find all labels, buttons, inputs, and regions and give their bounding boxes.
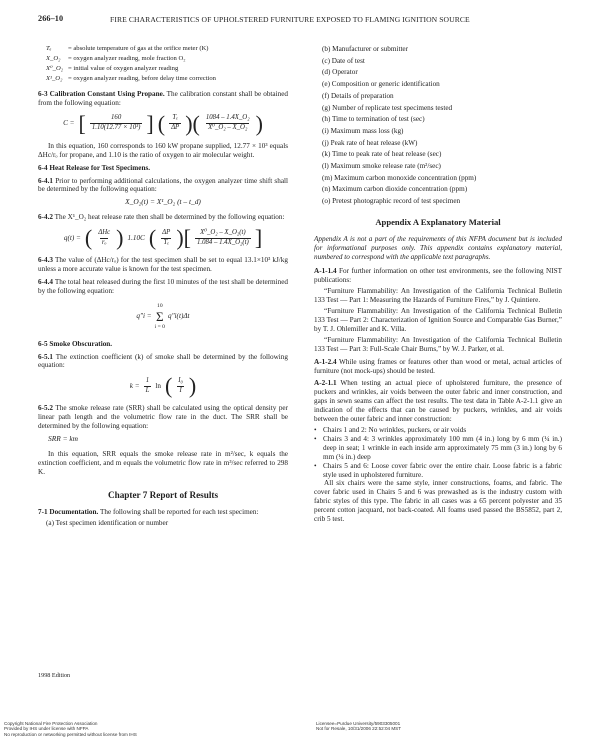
section-7-1: 7-1 Documentation. The following shall be reported for each test specimen: (38, 507, 259, 516)
srr-note: In this equation, SRR equals the smoke release rate in m²/sec, k equals the extinction coefficient, and m equals the volumetric flow rate in m³/sec referred to 298 K. (38, 449, 288, 476)
list-item: (m) Maximum carbon monoxide concentration (ppm) (322, 173, 477, 182)
calibration-note: In this equation, 160 corresponds to 160 kW propane supplied, 12.77 × 10³ equals ΔHc/rₒ for propane, and 1.10 is the ratio of oxygen to air molecular weight. (38, 141, 288, 159)
reference-item: “Furniture Flammability: An Investigation of the California Technical Bulletin 133 Test — Part 3: Full-Scale Chair Burns,” by W. J. Parker, et al. (314, 335, 562, 353)
reference-item: “Furniture Flammability: An Investigation of the California Technical Bulletin 133 Test — Part 2: Characterization of Ignition Source and Comparable Gas Burner,” by T. J. Ohlemiller and K. Villa. (314, 307, 562, 333)
variable-row: X_O₂ = oxygen analyzer reading, mole fraction O₂ (46, 55, 186, 62)
list-item: (g) Number of replicate test specimens tested (322, 103, 453, 112)
calibration-equation: C = [ $\frac{160}{\text{1.10(12.77 × 10³)}}$ ] ( $\frac{\text{Tₑ}}{\Delta P}$ )( $\frac{\text{1084 – 1.4X\_O₂}}{\text{X⁰\_O₂ – X\_O₂}}$ ) (63, 110, 263, 136)
list-item: (h) Time to termination of test (sec) (322, 115, 425, 124)
appendix-note: Appendix A is not a part of the requirements of this NFPA document but is included for informational purposes only. This appendix contains explanatory material, numbered to correspond with the applicable text paragraphs. (314, 234, 562, 261)
right-column (314, 44, 562, 526)
variable-row: Tₑ = absolute temperature of gas at the orifice meter (K) (46, 45, 209, 52)
section-6-4-1: 6-4.1 Prior to performing additional calculations, the oxygen analyzer time shift shall be determined by the following equation: (38, 176, 289, 194)
section-a-2-1-1: A-2-1.1 When testing an actual piece of upholstered furniture, the presence of puckers and wrinkles, air voids between the outer fabric and inner construction, and gaps in sewn seams can affect the test results. The test data in Table A-2-1.1 give an indication of the effects that can be caused by puckers, wrinkles, and air voids between the outer fabric and inner construction: (314, 379, 562, 424)
section-6-4-2: 6-4.2 The X¹_O₂ heat release rate then shall be determined by the following equation: (38, 213, 285, 222)
list-item: (e) Composition or generic identification (322, 80, 440, 89)
section-6-5-heading: 6-5 Smoke Obscuration. (38, 339, 113, 348)
section-6-4-3: 6-4.3 The value of (ΔHc/rₒ) for the test specimen shall be set to equal 13.1×10³ kJ/kg unless a more accurate value is known for the test specimen. (38, 256, 288, 274)
section-6-5-1: 6-5.1 The extinction coefficient (k) of smoke shall be determined by the following equation: (38, 352, 288, 370)
list-item: (n) Maximum carbon dioxide concentration (ppm) (322, 185, 468, 194)
left-column (38, 44, 288, 530)
section-6-4-heading: 6-4 Heat Release for Test Specimens. (38, 163, 151, 172)
report-items (314, 44, 562, 208)
bullet-item: • Chairs 3 and 4: 3 wrinkles approximately 100 mm (4 in.) long by 6 mm (¼ in.) deep in seat; 1 wrinkle in each inside arm approximately 75 mm (3 in.) long by 6 mm (¼ in.) deep (314, 435, 562, 462)
reference-item: “Furniture Flammability: An Investigation of the California Technical Bulletin 133 Test — Part 1: Measuring the Hazards of Furniture Fires,” by J. Quintiere. (314, 287, 562, 305)
list-item: (b) Manufacturer or submitter (322, 45, 409, 53)
list-item: (d) Operator (322, 68, 358, 77)
section-a-1-2-4: A-1-2.4 While using frames or features other than wood or metal, actual articles of furniture (not mock-ups) should be tested. (314, 357, 562, 375)
section-a-1-1-4: A-1-1.4 For further information on other test environments, see the following NIST publications: (314, 267, 563, 285)
time-shift-equation: X_O₂(t) = X¹_O₂ (t – t_d) (125, 197, 201, 207)
list-item: (a) Test specimen identification or number (46, 519, 169, 528)
section-6-3: 6-3 Calibration Constant Using Propane. The calibration constant shall be obtained from the following equation: (38, 90, 288, 107)
variable-row: X⁰_O₂ = initial value of oxygen analyzer reading (46, 65, 179, 72)
section-6-4-4: 6-4.4 The total heat released during the first 10 minutes of the test shall be determined by the following equation: (38, 277, 288, 295)
heat-release-equation: q(t) = ( $\frac{\text{ΔHc}}{\text{rₒ}}$ ) 1.10C ( $\frac{\Delta P}{\text{Tₑ}}$ )[ $\frac{\text{X⁰\_O₂ – X\_O₂(t)}}{\text{1.084 – 1.4X\_O₂(t)}}$ ] (63, 225, 263, 251)
list-item: (c) Date of test (322, 56, 365, 65)
variable-row: X¹_O₂ = oxygen analyzer reading, before delay time correction (46, 75, 216, 82)
bullet-item: • Chairs 5 and 6: Loose cover fabric over the entire chair. Loose fabric is a fabric style used in upholstered furniture. (314, 462, 562, 480)
list-item: (j) Peak rate of heat release (kW) (322, 138, 418, 147)
chapter-7-title: Chapter 7 Report of Results (107, 489, 219, 500)
total-heat-equation: q″i = 10 Σ i = 0 q″i(t)Δt (136, 302, 190, 330)
list-item: (i) Maximum mass loss (kg) (322, 126, 404, 135)
list-item: (k) Time to peak rate of heat release (sec) (322, 150, 442, 159)
page-number: 266–10 (38, 14, 64, 23)
footer-copyright: Copyright National Fire Protection Association Provided by IHS under license with NFPA No reproduction or networking permitted without license from IHS (4, 721, 137, 737)
bullet-item: • Chairs 1 and 2: No wrinkles, puckers, or air voids (314, 426, 562, 435)
list-item: (o) Pretest photographic record of test specimen (322, 197, 461, 206)
chairs-paragraph: All six chairs were the same style, inner constructions, foams, and fabric. The cover fabric used in Chairs 5 and 6 was prewashed as is the industry custom with fabric styles of this type. The fabric in all cases was a 65 percent polyester and 35 percent cotton jacquard, not back-coated. All foams used passed the BS5852, part 2, crib 5 test. (314, 479, 562, 524)
footer-license: Licensee=Purdue University/5903305001 Not for Resale, 10/31/2006 22:52:04 MST (316, 721, 402, 732)
list-item: (f) Details of preparation (322, 91, 394, 100)
running-title: FIRE CHARACTERISTICS OF UPHOLSTERED FURNITURE EXPOSED TO FLAMING IGNITION SOURCE (110, 14, 470, 24)
srr-equation: SRR = km (48, 434, 79, 444)
extinction-equation: k = $\frac{1}{L}$ ln ( $\frac{\text{I₀}}{I}$ ) (129, 373, 197, 399)
edition-label: 1998 Edition (38, 672, 71, 679)
variable-definitions (38, 44, 288, 84)
section-6-5-2: 6-5.2 The smoke release rate (SRR) shall be calculated using the optical density per linear path length and the volumetric flow rate in the duct. The SRR shall be determined by the following equation: (38, 404, 288, 431)
appendix-title: Appendix A Explanatory Material (375, 216, 501, 227)
list-item: (l) Maximum smoke release rate (m²/sec) (322, 162, 441, 171)
page-header (38, 14, 562, 28)
